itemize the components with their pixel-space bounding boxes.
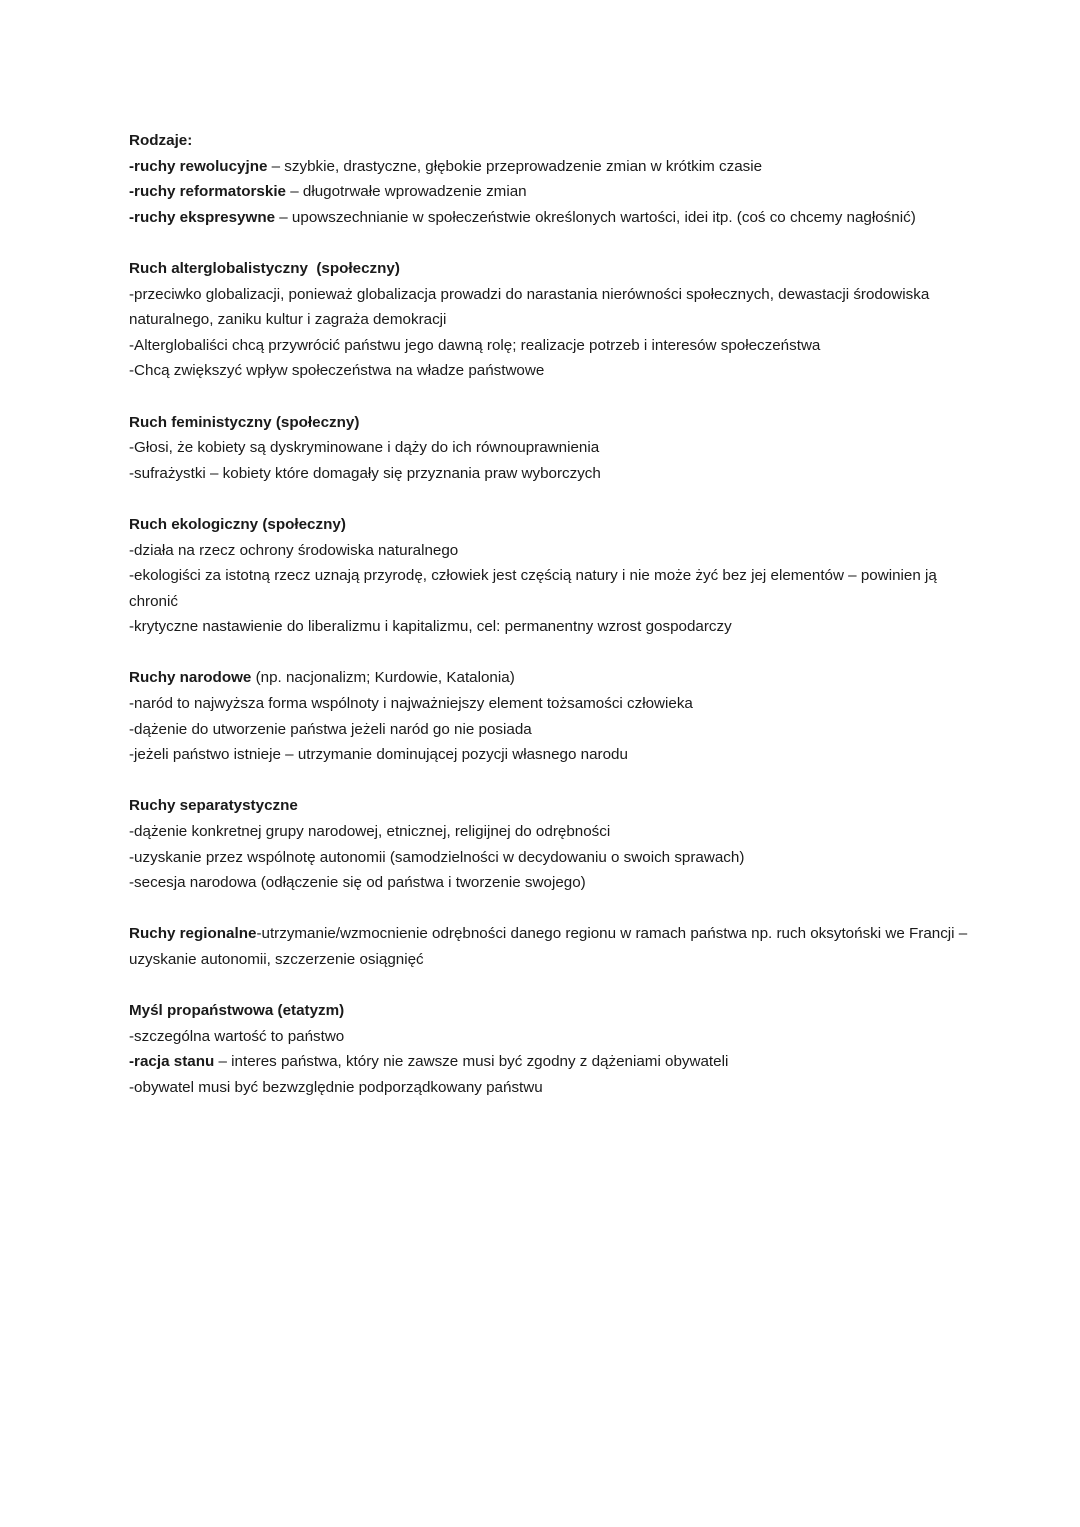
list-item: -Głosi, że kobiety są dyskryminowane i dąży do ich równouprawnienia <box>129 439 600 457</box>
list-item: -krytyczne nastawienie do liberalizmu i kapitalizmu, cel: permanentny wzrost gospodarczy <box>129 618 732 636</box>
list-item: -secesja narodowa (odłączenie się od państwa i tworzenie swojego) <box>129 874 586 892</box>
list-item: -obywatel musi być bezwzględnie podporządkowany państwu <box>129 1078 543 1096</box>
definition: – szybkie, drastyczne, głębokie przeprowadzenie zmian w krótkim czasie <box>267 157 763 175</box>
list-item: -dążenie konkretnej grupy narodowej, etnicznej, religijnej do odrębności <box>129 823 611 841</box>
term: -ruchy ekspresywne <box>129 208 276 226</box>
list-item <box>129 179 989 205</box>
list-item: -ekologiści za istotną rzecz uznają przyrodę, człowiek jest częścią natury i nie może żyć bez jej elementów – powinien ją chronić <box>129 567 937 610</box>
list-item: -jeżeli państwo istnieje – utrzymanie dominującej pozycji własnego narodu <box>129 746 628 764</box>
section-ecology <box>129 512 989 640</box>
list-item: -przeciwko globalizacji, ponieważ globalizacja prowadzi do narastania nierówności społecznych, dewastacji środowiska naturalnego, zaniku kultur i zagraża demokracji <box>129 285 930 329</box>
heading-bold: Ruchy regionalne <box>129 925 257 943</box>
term: -ruchy rewolucyjne <box>129 157 268 175</box>
section-separatism <box>129 793 989 895</box>
term: -racja stanu <box>129 1053 215 1071</box>
section-rodzaje <box>129 128 989 230</box>
section-heading <box>129 665 989 691</box>
section-heading: Ruch ekologiczny (społeczny) <box>129 515 346 533</box>
list-item: -dążenie do utworzenie państwa jeżeli naród go nie posiada <box>129 720 532 738</box>
list-item <box>129 205 989 231</box>
definition: – upowszechnianie w społeczeństwie określonych wartości, idei itp. (coś co chcemy nagłośnić) <box>275 208 916 226</box>
heading-note: (np. nacjonalizm; Kurdowie, Katalonia) <box>251 669 515 687</box>
list-item: -działa na rzecz ochrony środowiska naturalnego <box>129 541 459 559</box>
section-feminism <box>129 410 989 487</box>
term: -ruchy reformatorskie <box>129 183 286 201</box>
list-item <box>129 1049 989 1075</box>
heading-bold: Ruchy narodowe <box>129 669 252 687</box>
section-etatism <box>129 998 989 1100</box>
section-alterglobalism <box>129 256 989 384</box>
section-heading: Ruch feministyczny (społeczny) <box>129 413 360 431</box>
section-regionalism <box>129 921 989 972</box>
list-item: -uzyskanie przez wspólnotę autonomii (samodzielności w decydowaniu o swoich sprawach) <box>129 848 745 866</box>
document-content <box>129 128 989 1126</box>
list-item: -Alterglobaliści chcą przywrócić państwu jego dawną rolę; realizacje potrzeb i interesów społeczeństwa <box>129 336 821 354</box>
list-item: -szczególna wartość to państwo <box>129 1027 345 1045</box>
definition: – długotrwałe wprowadzenie zmian <box>286 183 527 201</box>
section-heading: Rodzaje: <box>129 132 193 149</box>
section-heading <box>129 921 989 972</box>
list-item: -naród to najwyższa forma wspólnoty i najważniejszy element tożsamości człowieka <box>129 695 693 713</box>
section-heading: Ruchy separatystyczne <box>129 797 298 815</box>
definition: – interes państwa, który nie zawsze musi być zgodny z dążeniami obywateli <box>214 1053 729 1071</box>
section-heading: Ruch alterglobalistyczny (społeczny) <box>129 259 400 277</box>
list-item: -Chcą zwiększyć wpływ społeczeństwa na władze państwowe <box>129 362 545 380</box>
section-nationalism <box>129 665 989 767</box>
list-item: -sufrażystki – kobiety które domagały się przyznania praw wyborczych <box>129 464 601 482</box>
heading-note: -utrzymanie/wzmocnienie odrębności danego regionu w ramach państwa np. ruch oksytoński we Francji – uzyskanie autonomii, szczerzenie osiągnięć <box>129 925 968 968</box>
list-item <box>129 154 989 180</box>
section-heading: Myśl propaństwowa (etatyzm) <box>129 1002 345 1020</box>
